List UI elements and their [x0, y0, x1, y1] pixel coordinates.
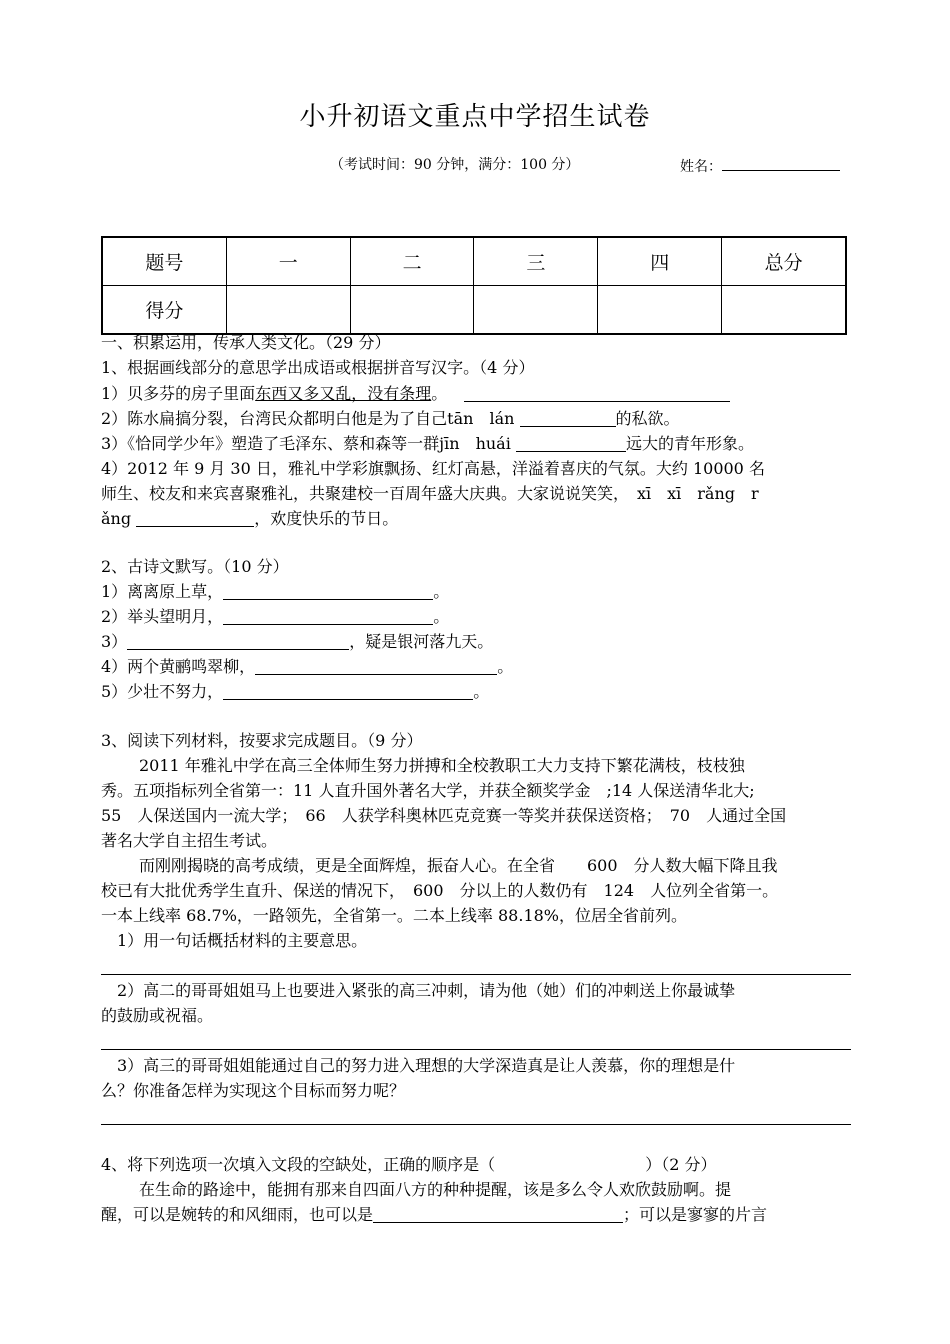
q2-line3 — [101, 630, 851, 654]
score-table-score-row — [102, 286, 846, 335]
score-cell[interactable] — [722, 286, 846, 335]
q1-item2 — [101, 407, 851, 431]
q3-sub3-answer-line[interactable] — [101, 1124, 851, 1125]
q4-para-line2-pre: 醒，可以是婉转的和风细雨，也可以是 — [101, 1205, 374, 1224]
q1-item4-pre: ǎng — [101, 509, 132, 528]
section1-heading: 一、积累运用，传承人类文化。（29 分） — [101, 333, 391, 352]
score-header-cell: 一 — [226, 237, 350, 286]
q1-item4-post: ，欢度快乐的节日。 — [254, 509, 399, 528]
q1-item4-answer-blank[interactable] — [136, 508, 254, 527]
q2-line2-blank[interactable] — [223, 606, 433, 625]
score-cell[interactable] — [474, 286, 598, 335]
q2-line2 — [101, 605, 851, 629]
exam-title: 小升初语文重点中学招生试卷 — [299, 102, 651, 132]
score-row-label: 得分 — [102, 286, 226, 335]
q2-line3-post: ，疑是银河落九天。 — [349, 632, 494, 651]
q1-item3-answer-blank[interactable] — [516, 433, 626, 452]
q1-stem: 1、根据画线部分的意思学出成语或根据拼音写汉字。（4 分） — [101, 358, 535, 377]
q1-item1-post: 。 — [431, 384, 448, 403]
q4-stem-pre: 4、将下列选项一次填入文段的空缺处，正确的顺序是（ — [101, 1155, 496, 1174]
q1-item1-answer-blank[interactable] — [464, 383, 730, 402]
q3-sub2-line2: 的鼓励或祝福。 — [101, 1006, 214, 1025]
q1-item3-pre: 3）《恰同学少年》塑造了毛泽东、蔡和森等一群jīn huái — [101, 434, 511, 453]
q2-stem: 2、古诗文默写。（10 分） — [101, 557, 289, 576]
q3-stem: 3、阅读下列材料，按要求完成题目。（9 分） — [101, 731, 423, 750]
q3-para1-line4: 著名大学自主招生考试。 — [101, 831, 278, 850]
name-label: 姓名： — [680, 159, 722, 175]
q3-para1-line1: 2011 年雅礼中学在高三全体师生努力拼搏和全校教职工大力支持下繁花满枝，枝枝独 — [139, 756, 745, 775]
score-header-cell: 三 — [474, 237, 598, 286]
q3-para2-line1: 而刚刚揭晓的高考成绩，更是全面辉煌，振奋人心。在全省 600 分人数大幅下降且我 — [139, 856, 778, 875]
q4-para-line2-post: ；可以是寥寥的片言 — [623, 1205, 768, 1224]
q3-para2-line3: 一本上线率 68.7%，一路领先，全省第一。二本上线率 88.18%，位居全省前列。 — [101, 906, 688, 925]
q2-line4-blank[interactable] — [255, 656, 497, 675]
q2-line2-end: 。 — [433, 607, 450, 626]
exam-info: （考试时间：90 分钟，满分：100 分） — [330, 157, 580, 173]
score-header-cell: 总分 — [722, 237, 846, 286]
q4-stem — [101, 1153, 851, 1177]
q1-item1 — [101, 382, 851, 406]
q1-item2-post: 的私欲。 — [615, 409, 680, 428]
q2-line3-pre: 3） — [101, 632, 128, 651]
q2-line1-blank[interactable] — [223, 581, 433, 600]
q3-sub1-answer-line[interactable] — [101, 974, 851, 975]
q1-item4-line1: 4）2012 年 9 月 30 日，雅礼中学彩旗飘扬、红灯高悬，洋溢着喜庆的气氛。大约 10000 名 — [101, 459, 765, 478]
q3-para2-line2: 校已有大批优秀学生直升、保送的情况下， 600 分以上的人数仍有 124 人位列全省第一。 — [101, 881, 779, 900]
q2-line5-blank[interactable] — [223, 681, 473, 700]
q1-item3 — [101, 432, 851, 456]
q1-item1-pre: 1）贝多芬的房子里面 — [101, 384, 256, 403]
q3-para1-line2: 秀。五项指标列全省第一：11 人直升国外著名大学，并获全额奖学金 ;14 人保送清华北大; — [101, 781, 755, 800]
q4-para-blank[interactable] — [373, 1204, 623, 1223]
q1-item2-pre: 2）陈水扁搞分裂，台湾民众都明白他是为了自己tān lán — [101, 409, 515, 428]
q2-line4-end: 。 — [497, 657, 514, 676]
q3-sub3-line1: 3）高三的哥哥姐姐能通过自己的努力进入理想的大学深造真是让人羡慕，你的理想是什 — [117, 1056, 736, 1075]
q1-item2-answer-blank[interactable] — [520, 408, 616, 427]
q2-line4 — [101, 655, 851, 679]
q1-item4-line3 — [101, 507, 851, 531]
q4-stem-post: ）（2 分） — [645, 1155, 717, 1174]
score-header-cell: 四 — [598, 237, 722, 286]
q3-sub2-answer-line[interactable] — [101, 1049, 851, 1050]
score-header-cell: 二 — [350, 237, 474, 286]
q3-sub3-line2: 么？你准备怎样为实现这个目标而努力呢？ — [101, 1081, 406, 1100]
score-table-header-row — [102, 237, 846, 286]
q4-para-line1: 在生命的路途中，能拥有那来自四面八方的种种提醒，该是多么令人欢欣鼓励啊。提 — [139, 1180, 732, 1199]
q3-sub1: 1）用一句话概括材料的主要意思。 — [117, 931, 368, 950]
q3-sub2-line1: 2）高二的哥哥姐姐马上也要进入紧张的高三冲刺，请为他（她）们的冲刺送上你最诚挚 — [117, 981, 736, 1000]
q2-line1-end: 。 — [433, 582, 450, 601]
q2-line5 — [101, 680, 851, 704]
score-cell[interactable] — [350, 286, 474, 335]
q1-item4-line2: 师生、校友和来宾喜聚雅礼，共聚建校一百周年盛大庆典。大家说说笑笑， xī xī rǎng r — [101, 484, 759, 503]
name-blank[interactable] — [722, 154, 840, 171]
q2-line5-text: 5）少壮不努力， — [101, 682, 224, 701]
q2-line2-text: 2）举头望明月， — [101, 607, 224, 626]
q2-line4-text: 4）两个黄鹂鸣翠柳， — [101, 657, 256, 676]
q2-line1-text: 1）离离原上草， — [101, 582, 224, 601]
q1-item3-post: 远大的青年形象。 — [625, 434, 754, 453]
name-field-label — [680, 154, 840, 176]
score-cell[interactable] — [226, 286, 350, 335]
q4-para-line2 — [101, 1203, 851, 1227]
q2-line5-end: 。 — [473, 682, 490, 701]
q3-para1-line3: 55 人保送国内一流大学； 66 人获学科奥林匹克竞赛一等奖并获保送资格； 70 人通过全国 — [101, 806, 787, 825]
q1-item1-underlined: 东西又多又乱，没有条理 — [255, 384, 432, 403]
q2-line1 — [101, 580, 851, 604]
score-table — [101, 236, 847, 335]
score-cell[interactable] — [598, 286, 722, 335]
q2-line3-blank[interactable] — [127, 631, 349, 650]
score-header-cell: 题号 — [102, 237, 226, 286]
